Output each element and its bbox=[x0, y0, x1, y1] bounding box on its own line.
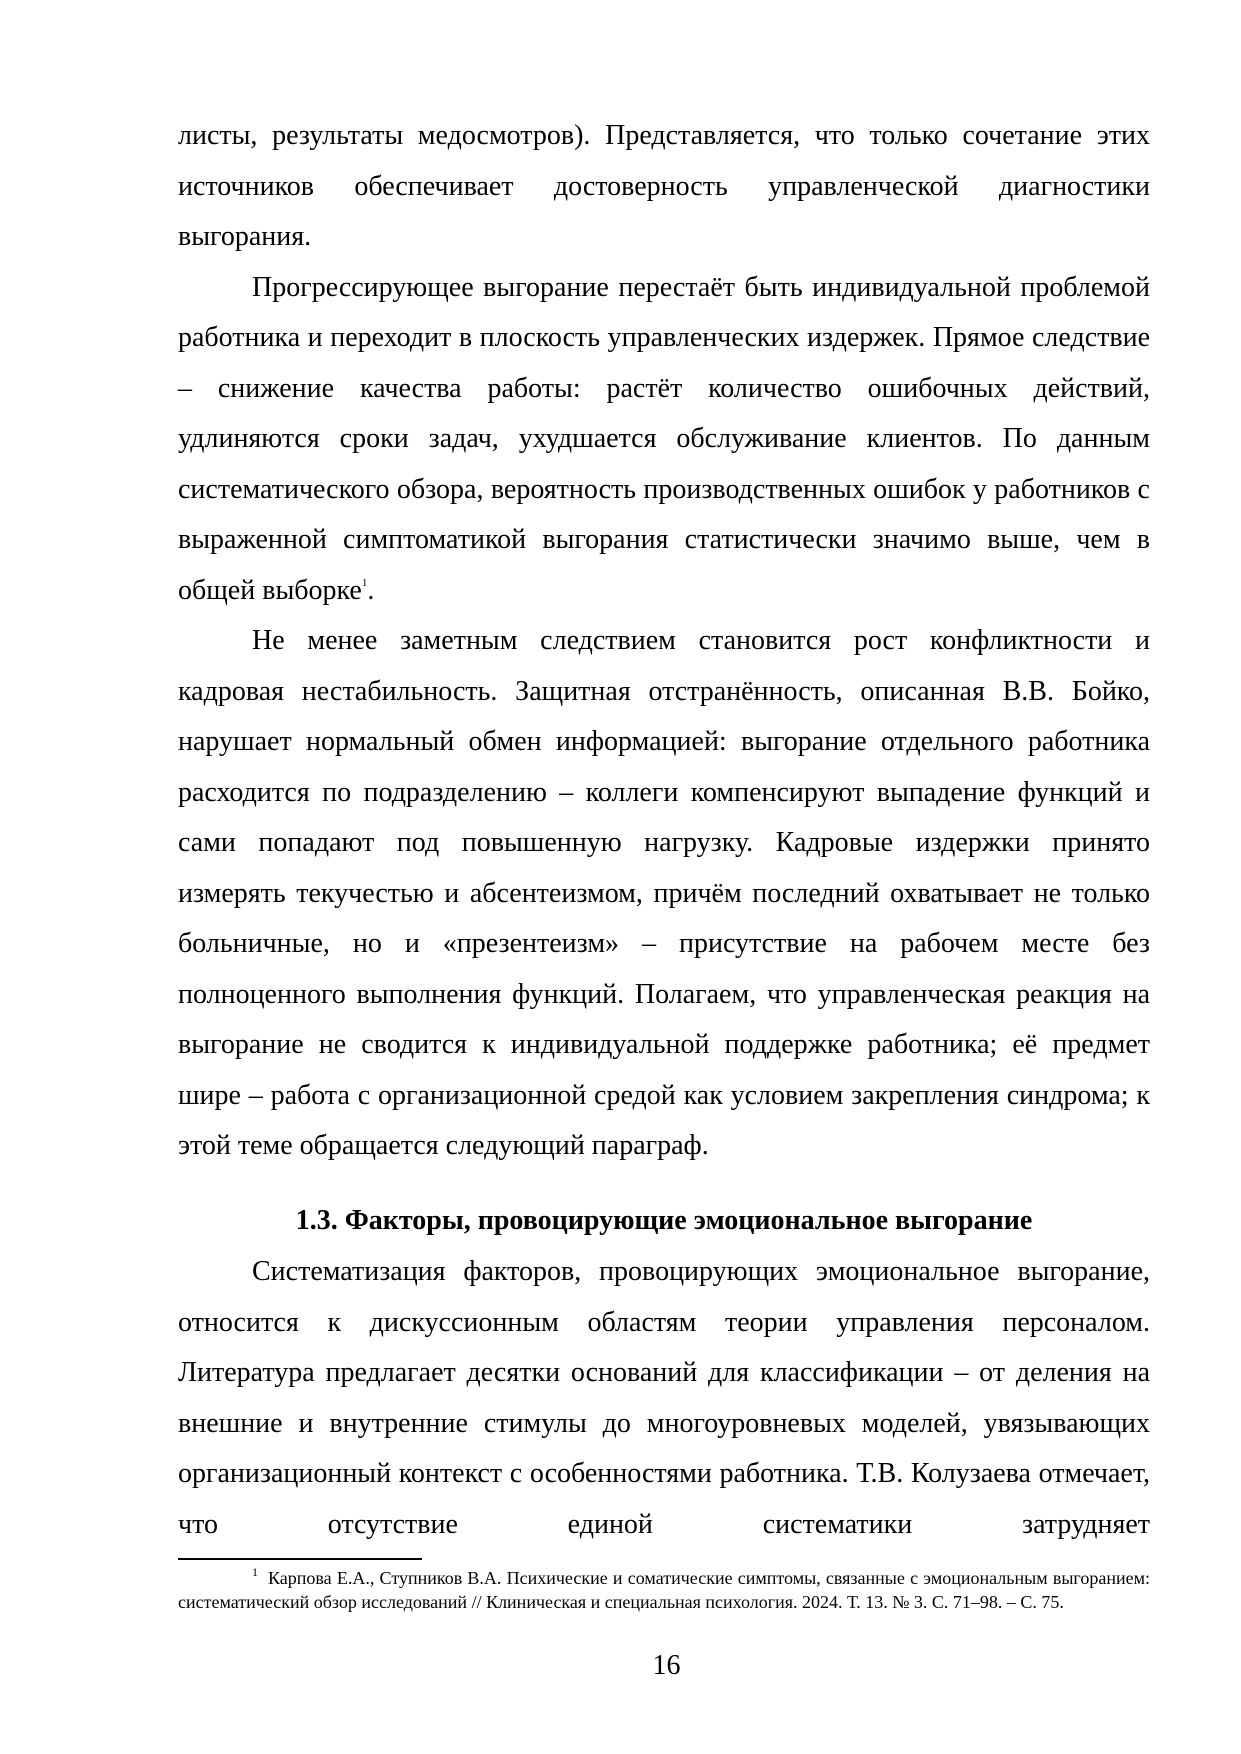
paragraph-conflict: Не менее заметным следствием становится рост конфликтности и кадровая нестабильность. Защитная отстранённость, описанная В.В. Бойко, нарушает нормальный обмен информацией: выгорание отдельного работника расходится по подразделению – коллеги компенсируют выпадение функций и сами попадают под повышенную нагрузку. Кадровые издержки принято измерять текучестью и абсентеизмом, причём последний охватывает не только больничные, но и «презентеизм» – присутствие на рабочем месте без полноценного выполнения функций. Полагаем, что управленческая реакция на выгорание не сводится к индивидуальной поддержке работника; её предмет шире – работа с организационной средой как условием закрепления синдрома; к этой теме обращается следующий параграф. bbox=[178, 625, 1150, 1161]
footnote-text: Карпова Е.А., Ступников В.А. Психические и соматические симптомы, связанные с эмоциональным выгоранием: систематический обзор исследований // Клиническая и специальная психология. 2024. Т. 13. № 3. С. 71–98. – С. 75. bbox=[178, 1568, 1150, 1612]
paragraph-continuation: листы, результаты медосмотров). Представляется, что только сочетание этих источников обеспечивает достоверность управленческой диагностики выгорания. bbox=[178, 120, 1150, 252]
footnote-number: 1 bbox=[252, 1565, 258, 1579]
section-heading: 1.3. Факторы, провоцирующие эмоциональное выгорание bbox=[295, 1205, 1033, 1236]
paragraph-costs bbox=[178, 263, 1150, 617]
paragraph-costs-text: Прогрессирующее выгорание перестаёт быть индивидуальной проблемой работника и переходит в плоскость управленческих издержек. Прямое следствие – снижение качества работы: растёт количество ошибочных действий, удлиняются сроки задач, ухудшается обслуживание клиентов. По данным систематического обзора, вероятность производственных ошибок у работников с выраженной симптоматикой выгорания статистически значимо выше, чем в общей выборке bbox=[178, 271, 1150, 606]
footnote bbox=[178, 1566, 1150, 1614]
footnote-separator bbox=[178, 1558, 422, 1560]
paragraph-costs-period: . bbox=[367, 574, 375, 606]
paragraph-systematization: Систематизация факторов, провоцирующих эмоциональное выгорание, относится к дискуссионным областям теории управления персоналом. Литература предлагает десятки оснований для классификации – от деления на внешние и внутренние стимулы до многоуровневых моделей, увязывающих организационный контекст с особенностями работника. Т.В. Колузаева отмечает, что отсутствие единой систематики затрудняет bbox=[178, 1256, 1150, 1540]
page-number: 16 bbox=[652, 1650, 681, 1681]
body-text-top bbox=[178, 111, 1150, 1172]
footnote-reference: 1 bbox=[361, 576, 368, 589]
body-text-section bbox=[178, 1247, 1150, 1550]
